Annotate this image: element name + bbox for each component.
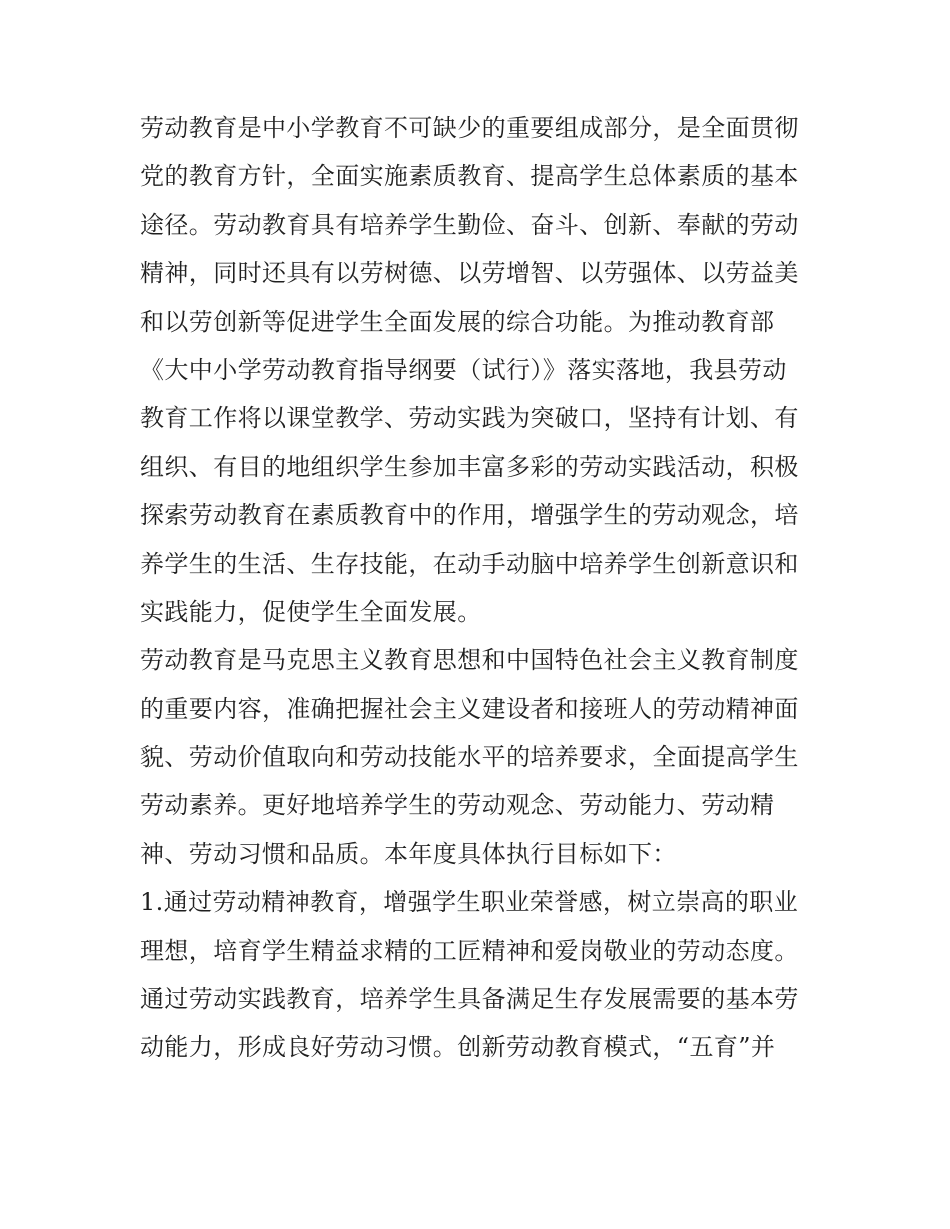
paragraph-2-line-5: 神、劳动习惯和品质。本年度具体执行目标如下：: [140, 839, 677, 868]
paragraph-1-line-8: 组织、有目的地组织学生参加丰富多彩的劳动实践活动，积极: [140, 452, 799, 481]
paragraph-1-line-6: 《大中小学劳动教育指导纲要（试行）》落实落地，我县劳动: [140, 355, 787, 384]
paragraph-2-line-4: 劳动素养。更好地培养学生的劳动观念、劳动能力、劳动精: [140, 791, 775, 820]
paragraph-2: [140, 636, 815, 878]
paragraph-1-line-7: 教育工作将以课堂教学、劳动实践为突破口，坚持有计划、有: [140, 404, 799, 433]
paragraph-2-line-1: 劳动教育是马克思主义教育思想和中国特色社会主义教育制度: [140, 646, 799, 675]
paragraph-3-line-4: 动能力，形成良好劳动习惯。创新劳动教育模式，“五育”并: [140, 1033, 776, 1062]
paragraph-1-line-3: 途径。劳动教育具有培养学生勤俭、奋斗、创新、奉献的劳动: [140, 210, 799, 239]
paragraph-1-line-1: 劳动教育是中小学教育不可缺少的重要组成部分，是全面贯彻: [140, 114, 799, 142]
paragraph-1-line-5: 和以劳创新等促进学生全面发展的综合功能。为推动教育部: [140, 307, 775, 336]
paragraph-1-line-9: 探索劳动教育在素质教育中的作用，增强学生的劳动观念，培: [140, 501, 799, 530]
paragraph-1-line-11: 实践能力，促使学生全面发展。: [140, 597, 482, 626]
paragraph-1-line-2: 党的教育方针，全面实施素质教育、提高学生总体素质的基本: [140, 162, 799, 191]
paragraph-2-line-2: 的重要内容，准确把握社会主义建设者和接班人的劳动精神面: [140, 694, 799, 723]
paragraph-2-line-3: 貌、劳动价值取向和劳动技能水平的培养要求，全面提高学生: [140, 743, 799, 772]
paragraph-1: [140, 104, 815, 636]
document-body: [140, 104, 815, 1072]
paragraph-3-line-2: 理想，培育学生精益求精的工匠精神和爱岗敬业的劳动态度。: [140, 936, 799, 965]
paragraph-1-line-10: 养学生的生活、生存技能，在动手动脑中培养学生创新意识和: [140, 549, 799, 578]
paragraph-3-line-3: 通过劳动实践教育，培养学生具备满足生存发展需要的基本劳: [140, 985, 799, 1014]
paragraph-1-line-4: 精神，同时还具有以劳树德、以劳增智、以劳强体、以劳益美: [140, 259, 799, 288]
paragraph-3: [140, 878, 815, 1072]
paragraph-3-line-1: 1.通过劳动精神教育，增强学生职业荣誉感，树立崇高的职业: [140, 888, 799, 917]
